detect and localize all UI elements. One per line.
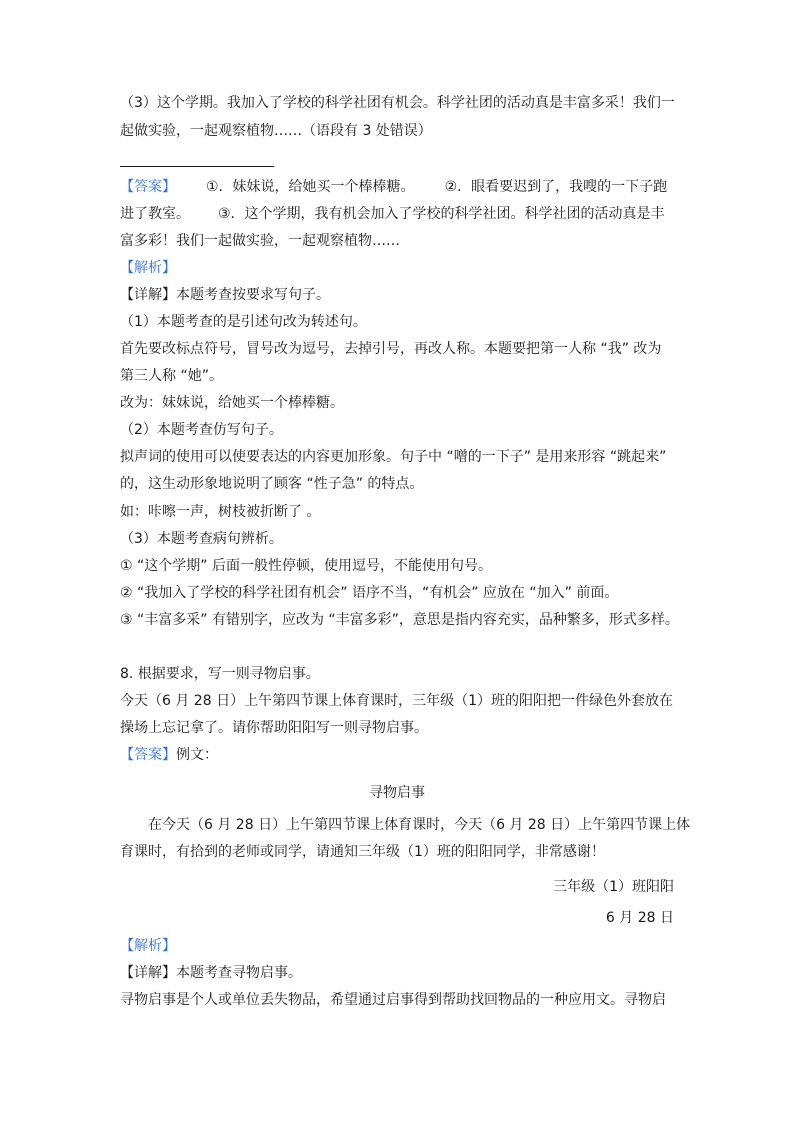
answer-line1 — [120, 178, 667, 196]
answer-line3: 富多彩！我们一起做实验，一起观察植物…… — [120, 233, 400, 249]
q8-line2: 操场上忘记拿了。请你帮助阳阳写一则寻物启事。 — [120, 720, 428, 736]
analysis-p4: 改为：妹妹说，给她买一个棒棒糖。 — [120, 395, 344, 411]
detail-line — [120, 286, 330, 304]
q8-title: 8. 根据要求，写一则寻物启事。 — [120, 666, 320, 682]
detail-text: 本题考查按要求写句子。 — [176, 287, 330, 303]
notice-heading: 寻物启事 — [369, 785, 425, 801]
divider-rule — [120, 166, 274, 167]
q8-line1: 今天（6 月 28 日）上午第四节课上体育课时，三年级（1）班的阳阳把一件绿色外套放在 — [120, 693, 673, 709]
q7-part3-line2: 起做实验，一起观察植物……（语段有 3 处错误） — [120, 123, 432, 139]
analysis-p10: ① “这个学期” 后面一般性停顿，使用逗号，不能使用句号。 — [120, 558, 492, 574]
analysis-label: 【解析】 — [120, 260, 176, 276]
answer-item-2-cont: 进了教室。 — [120, 206, 190, 222]
analysis-p8: 如：咔嚓一声，树枝被折断了 。 — [120, 504, 321, 520]
notice-body2: 育课时，有拾到的老师或同学，请通知三年级（1）班的阳阳同学，非常感谢！ — [120, 844, 605, 860]
detail-label: 【详解】 — [120, 287, 176, 303]
notice-signature: 三年级（1）班阳阳 — [553, 879, 674, 895]
answer-label: 【答案】 — [120, 179, 176, 195]
analysis2-label: 【解析】 — [120, 938, 176, 954]
q7-part3-line1: （3）这个学期。我加入了学校的科学社团有机会。科学社团的活动真是丰富多采！我们一 — [120, 95, 675, 111]
answer-item-1: ①．妹妹说，给她买一个棒棒糖。 — [206, 179, 415, 195]
analysis-p12: ③ “丰富多采” 有错别字，应改为 “丰富多彩”，意思是指内容充实，品种繁多，形式多样。 — [120, 612, 679, 628]
detail2-text: 本题考查寻物启事。 — [176, 965, 302, 981]
answer2-label: 【答案】 — [120, 747, 176, 763]
analysis-p7: 的，这生动形象地说明了顾客 “性子急” 的特点。 — [120, 476, 424, 492]
answer-item-2: ②．眼看要迟到了，我嗖的一下子跑 — [444, 179, 668, 195]
analysis2-p1: 寻物启事是个人或单位丢失物品，希望通过启事得到帮助找回物品的一种应用文。寻物启 — [120, 992, 666, 1008]
analysis-p9: （3）本题考查病句辨析。 — [120, 531, 283, 547]
answer-item-3: ③．这个学期，我有机会加入了学校的科学社团。科学社团的活动真是丰 — [218, 206, 665, 222]
analysis-p5: （2）本题考查仿写句子。 — [120, 422, 283, 438]
analysis-p11: ② “我加入了学校的科学社团有机会” 语序不当，“有机会” 应放在 “加入” 前面。 — [120, 585, 619, 601]
notice-body1: 在今天（6 月 28 日）上午第四节课上体育课时，今天（6 月 28 日）上午第四节课上体 — [148, 817, 691, 833]
analysis-p6: 拟声词的使用可以使要表达的内容更加形象。句子中 “噌的一下子” 是用来形容 “跳起来” — [120, 449, 667, 465]
detail2-line — [120, 964, 302, 982]
analysis-p2: 首先要改标点符号，冒号改为逗号，去掉引号，再改人称。本题要把第一人称 “我” 改为 — [120, 341, 662, 357]
analysis-p3: 第三人称 “她”。 — [120, 368, 223, 384]
detail2-label: 【详解】 — [120, 965, 176, 981]
answer2-text: 例文： — [176, 747, 218, 763]
notice-date: 6 月 28 日 — [605, 910, 674, 926]
answer2-line — [120, 746, 218, 764]
answer-line2 — [120, 205, 665, 223]
analysis-p1: （1）本题考查的是引述句改为转述句。 — [120, 314, 367, 330]
